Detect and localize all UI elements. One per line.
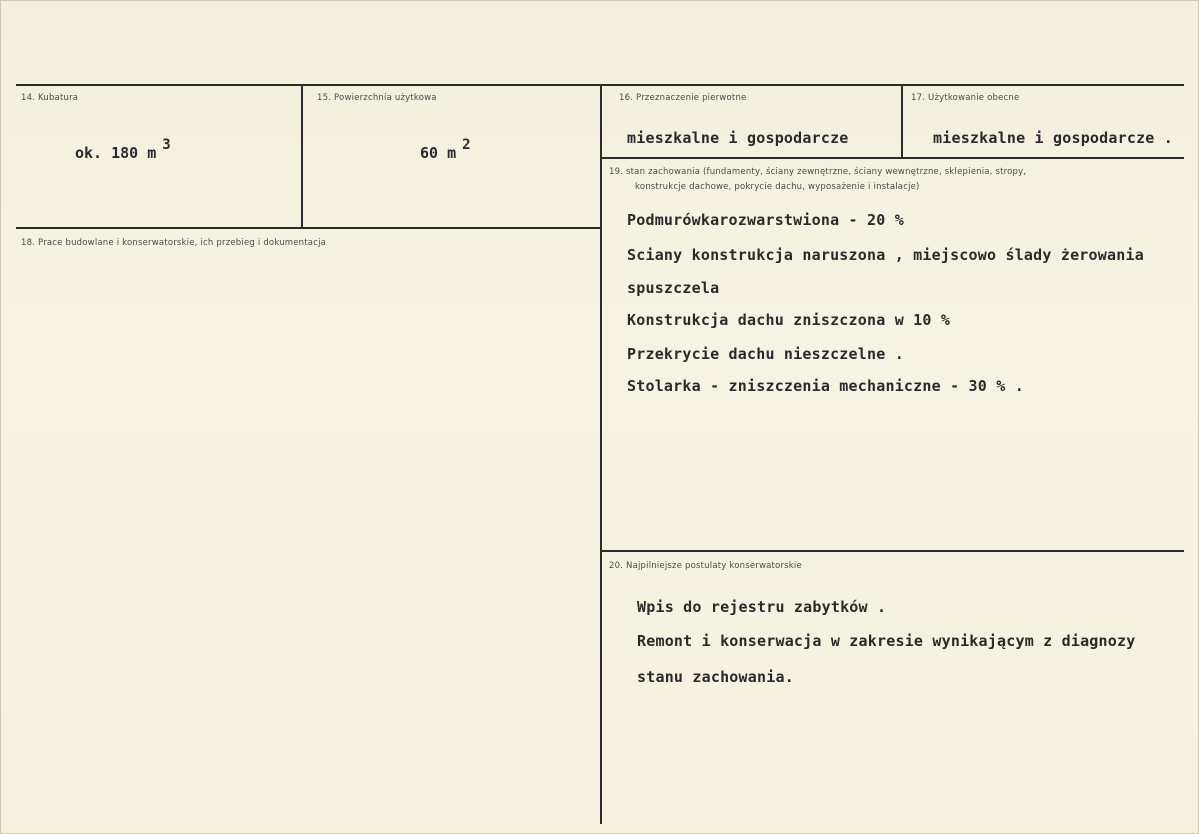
field-15-text: 60 m: [420, 144, 457, 162]
field-20-label: 20. Najpilniejsze postulaty konserwatorskie: [609, 561, 802, 571]
field-20-line: Remont i konserwacja w zakresie wynikającym z diagnozy: [637, 632, 1136, 650]
field-18-label: 18. Prace budowlane i konserwatorskie, ich przebieg i dokumentacja: [21, 238, 327, 248]
field-16-value: mieszkalne i gospodarcze: [627, 129, 849, 147]
field-14-label: 14. Kubatura: [21, 93, 79, 103]
field-20-line: Wpis do rejestru zabytków .: [637, 598, 887, 616]
field-19-label-line1: 19. stan zachowania (fundamenty, ściany zewnętrzne, ściany wewnętrzne, sklepienia, stropy,: [609, 167, 1027, 177]
divider-16-17: [901, 84, 903, 158]
field-17-value: mieszkalne i gospodarcze .: [933, 129, 1173, 147]
rule-above-20: [601, 550, 1184, 552]
field-20-line: stanu zachowania.: [637, 668, 794, 686]
field-19-line: spuszczela: [627, 279, 720, 297]
field-19-line: Przekrycie dachu nieszczelne .: [627, 345, 904, 363]
field-19-label-line2: konstrukcje dachowe, pokrycie dachu, wyposażenie i instalacje): [635, 182, 920, 192]
divider-14-15: [301, 84, 303, 228]
rule-below-16-17: [601, 157, 1184, 159]
field-16-label: 16. Przeznaczenie pierwotne: [619, 93, 747, 103]
field-15-superscript: 2: [462, 137, 471, 153]
field-15-value: [420, 137, 471, 162]
field-19-line: Sciany konstrukcja naruszona , miejscowo ślady żerowania: [627, 246, 1144, 264]
field-19-line: Podmurówkarozwarstwiona - 20 %: [627, 211, 904, 229]
field-17-label: 17. Użytkowanie obecne: [911, 93, 1020, 103]
divider-center: [600, 84, 602, 824]
field-19-line: Konstrukcja dachu zniszczona w 10 %: [627, 311, 951, 329]
field-15-label: 15. Powierzchnia użytkowa: [317, 93, 437, 103]
field-14-text: ok. 180 m: [75, 144, 157, 162]
field-14-superscript: 3: [162, 137, 171, 153]
rule-below-14-15: [16, 227, 600, 229]
field-19-line: Stolarka - zniszczenia mechaniczne - 30 % .: [627, 377, 1024, 395]
field-14-value: [75, 137, 171, 162]
